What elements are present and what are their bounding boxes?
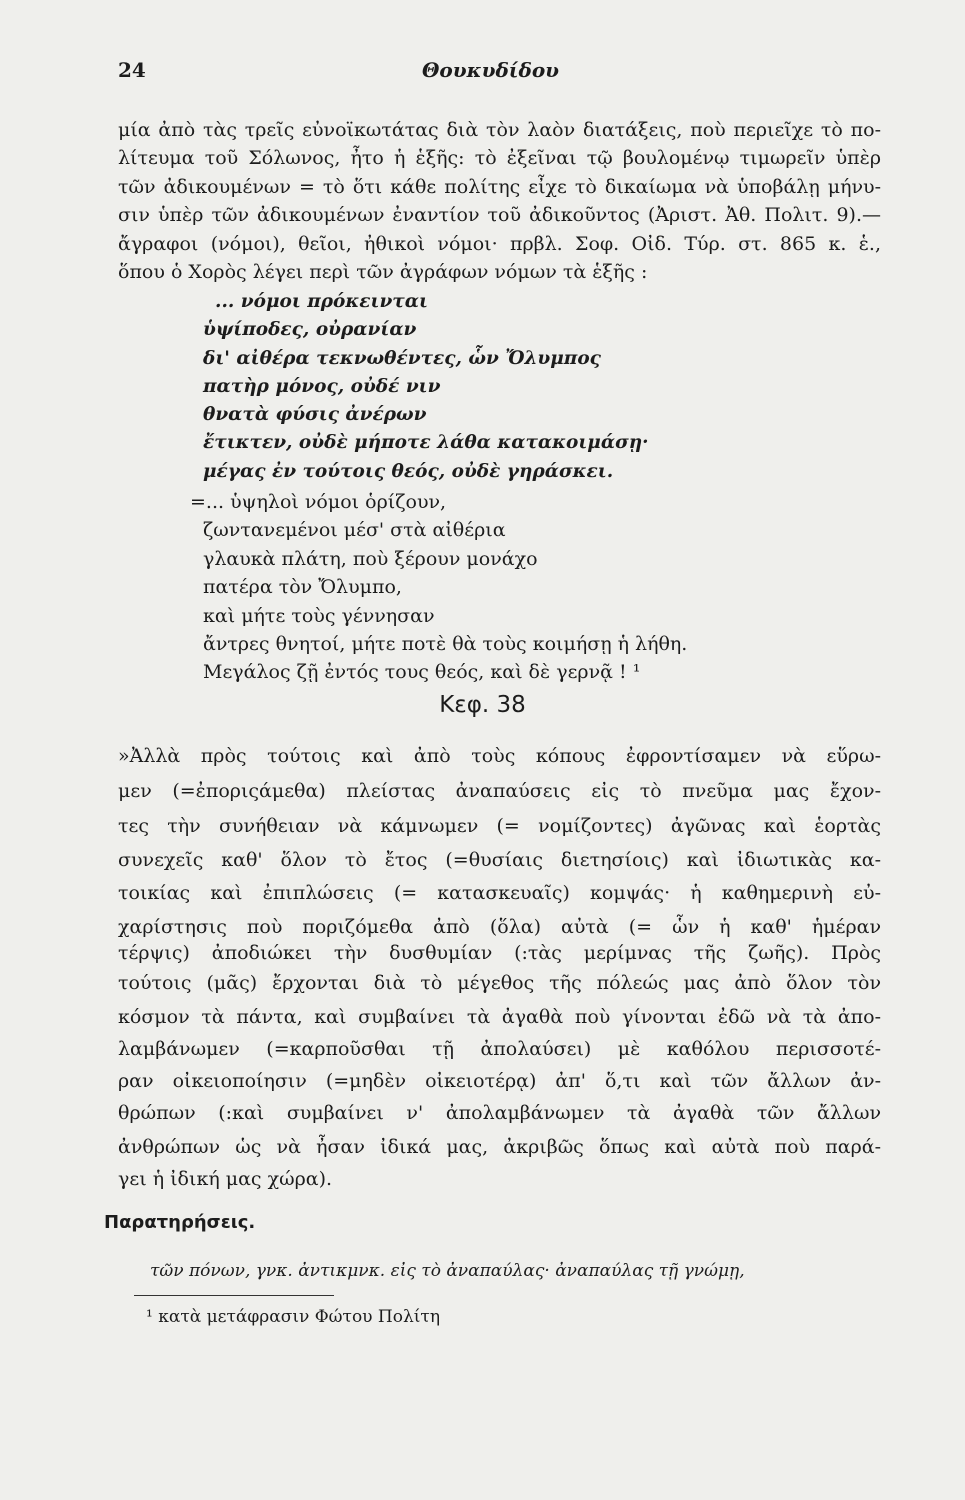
verse-greek-line: θνατὰ φύσις ἀνέρων xyxy=(203,404,427,425)
commentary-line: λίτευμα τοῦ Σόλωνος, ἦτο ἡ ἑξῆς: τὸ ἐξεῖναι τῷ βουλομένῳ τιμωρεῖν ὑπὲρ xyxy=(118,147,881,169)
verse-greek-line: ὑψίποδες, οὐρανίαν xyxy=(203,319,417,340)
chapter-text-line: ἀνθρώπων ὡς νὰ ἦσαν ἰδικά μας, ἀκριβῶς ὅπως καὶ αὐτὰ ποὺ παρά- xyxy=(118,1136,881,1158)
commentary-line: μία ἀπὸ τὰς τρεῖς εὐνοϊκωτάτας διὰ τὸν λαὸν διατάξεις, ποὺ περιεῖχε τὸ πο- xyxy=(118,119,881,141)
verse-translation-line: καὶ μήτε τοὺς γέννησαν xyxy=(203,605,435,627)
commentary-line: ἄγραφοι (νόμοι), θεῖοι, ἠθικοὶ νόμοι· πρβλ. Σοφ. Οἰδ. Τύρ. στ. 865 κ. ἑ., xyxy=(118,233,881,255)
footnote: ¹ κατὰ μετάφρασιν Φώτου Πολίτη xyxy=(146,1307,441,1327)
footnote-divider xyxy=(134,1295,334,1296)
chapter-text-line: χαρίστησις ποὺ πoριζόμεθα ἀπὸ (ὅλα) αὐτὰ (= ὧν ἡ καθ' ἡμέραν xyxy=(118,916,881,938)
commentary-line: σιν ὑπὲρ τῶν ἀδικουμένων ἐναντίον τοῦ ἀδικοῦντος (Ἀριστ. Ἀθ. Πολιτ. 9).— xyxy=(118,204,881,226)
page-number: 24 xyxy=(118,58,146,82)
chapter-text-line: κόσμον τὰ πάντα, καὶ συμβαίνει τὰ ἀγαθὰ ποὺ γίνονται ἐδῶ νὰ τὰ ἀπο- xyxy=(118,1006,881,1028)
chapter-text-line: γει ἡ ἰδική μας χώρα). xyxy=(118,1168,333,1190)
chapter-text-line: μεν (=ἐποριςάμεθα) πλείστας ἀναπαύσεις εἰς τὸ πνεῦμα μας ἔχον- xyxy=(118,780,881,802)
page-header xyxy=(118,58,863,88)
verse-translation-line: γλαυκὰ πλάτη, ποὺ ξέρουν μονάχο xyxy=(203,548,538,570)
running-title: Θουκυδίδου xyxy=(421,58,560,82)
chapter-text-line: τες τὴν συνήθειαν νὰ κάμνωμεν (= νομίζοντες) ἀγῶνας καὶ ἑορτὰς xyxy=(118,815,881,837)
chapter-text-line: συνεχεῖς καθ' ὅλον τὸ ἔτος (=θυσίαις διετησίοις) καὶ ἰδιωτικὰς κα- xyxy=(118,849,881,871)
observations-title: Παρατηρήσεις. xyxy=(104,1212,256,1233)
commentary-line: ὅπου ὁ Χορὸς λέγει περὶ τῶν ἀγράφων νόμων τὰ ἑξῆς : xyxy=(118,261,648,283)
chapter-text-line: ραν οἰκειοποίησιν (=μηδὲν οἰκειοτέρᾳ) ἀπ' ὅ,τι καὶ τῶν ἄλλων ἀν- xyxy=(118,1070,881,1092)
verse-greek-line: πατὴρ μόνος, οὐδέ νιν xyxy=(203,376,441,397)
chapter-text-line: τοικίας καὶ ἐπιπλώσεις (= κατασκευαῖς) κομψάς· ἡ καθημερινὴ εὐ- xyxy=(118,882,881,904)
chapter-text-line: τούτοις (μᾶς) ἔρχονται διὰ τὸ μέγεθος τῆς πόλεώς μας ἀπὸ ὅλον τὸν xyxy=(118,972,881,994)
chapter-text-line: τέρψις) ἀποδιώκει τὴν δυσθυμίαν (:τὰς μερίμνας τῆς ζωῆς). Πρὸς xyxy=(118,942,881,964)
chapter-text-line: »Ἀλλὰ πρὸς τούτοις καὶ ἀπὸ τοὺς κόπους ἐφροντίσαμεν νὰ εὕρω- xyxy=(118,745,881,767)
verse-translation-line: =... ὑψηλοὶ νόμοι ὁρίζουν, xyxy=(190,491,447,513)
chapter-text-line: θρώπων (:καὶ συμβαίνει ν' ἀπολαμβάνωμεν τὰ ἀγαθὰ τῶν ἄλλων xyxy=(118,1102,881,1124)
verse-translation-line: Μεγάλος ζῇ ἐντός τους θεός, καὶ δὲ γερνᾷ ! ¹ xyxy=(203,661,641,683)
commentary-line: τῶν ἀδικουμένων = τὸ ὅτι κάθε πολίτης εἶχε τὸ δικαίωμα νὰ ὑποβάλῃ μήνυ- xyxy=(118,176,881,198)
observations-note: τῶν πόνων, γνκ. ἀντικμνκ. εἰς τὸ ἀναπαύλας· ἀναπαύλας τῇ γνώμῃ, xyxy=(150,1261,745,1281)
verse-translation-line: ζωντανεμένοι μέσ' στὰ αἰθέρια xyxy=(203,519,506,541)
verse-translation-line: ἄντρες θνητοί, μήτε ποτὲ θὰ τοὺς κοιμήσῃ ἡ λήθη. xyxy=(203,633,688,655)
verse-greek-line: ἔτικτεν, οὐδὲ μήποτε λάθα κατακοιμάσῃ· xyxy=(203,432,649,453)
verse-greek-line: ... νόμοι πρόκεινται xyxy=(215,291,428,312)
verse-greek-line: δι' αἰθέρα τεκνωθέντες, ὧν Ὄλυμπος xyxy=(203,348,601,369)
chapter-text-line: λαμβάνωμεν (=καρποῦσθαι τῇ ἀπολαύσει) μὲ καθόλου περισσοτέ- xyxy=(118,1038,881,1060)
chapter-heading: Κεφ. 38 xyxy=(439,692,526,718)
verse-translation-line: πατέρα τὸν Ὄλυμπο, xyxy=(203,576,402,598)
verse-greek-line: μέγας ἐν τούτοις θεός, οὐδὲ γηράσκει. xyxy=(203,461,614,482)
